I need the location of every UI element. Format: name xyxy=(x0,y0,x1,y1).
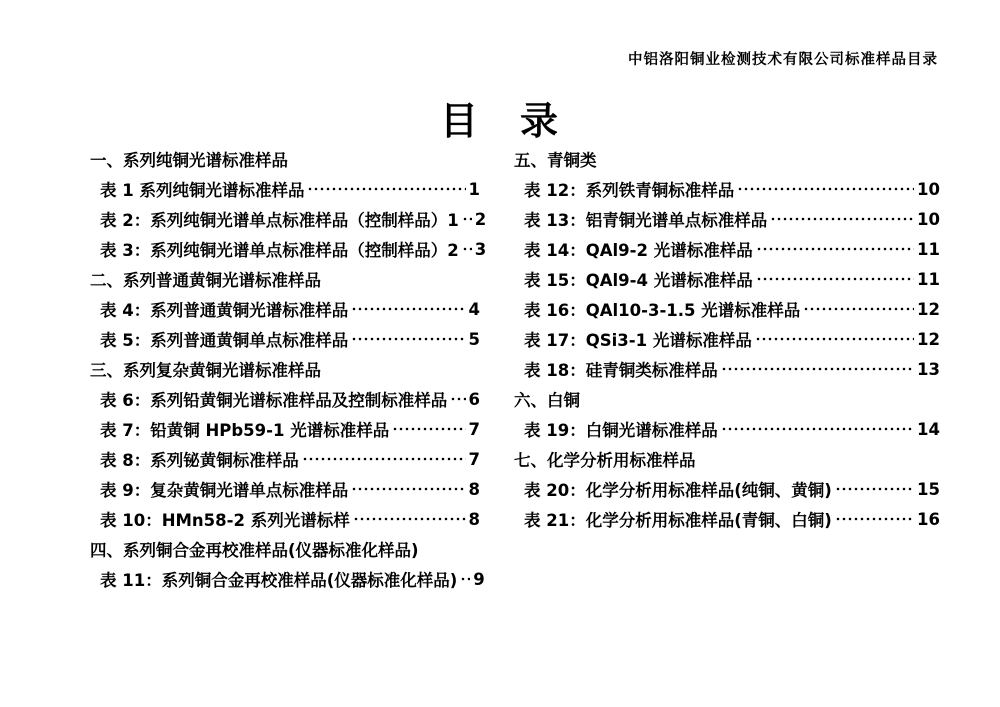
toc-entry-page: 10 xyxy=(917,179,940,199)
toc-entry-label: 表 19：白铜光谱标准样品 xyxy=(524,421,718,440)
dot-leader xyxy=(756,264,914,294)
toc-entry-label: 表 6：系列铅黄铜光谱标准样品及控制标准样品 xyxy=(100,391,448,410)
dot-leader xyxy=(450,384,465,414)
dot-leader xyxy=(462,234,472,264)
toc-entry xyxy=(512,414,940,444)
running-header: 中铝洛阳铜业检测技术有限公司标准样品目录 xyxy=(628,52,938,68)
toc-entry xyxy=(88,504,480,534)
toc-entry-label: 表 5：系列普通黄铜单点标准样品 xyxy=(100,331,349,350)
dot-leader xyxy=(755,324,914,354)
toc-entry xyxy=(88,294,480,324)
toc-entry-page: 12 xyxy=(917,329,940,349)
toc-section-heading: 一、系列纯铜光谱标准样品 xyxy=(90,151,288,170)
toc-entry xyxy=(88,444,480,474)
page-title: 目 录 xyxy=(439,99,560,143)
toc-entry-page: 7 xyxy=(468,419,480,439)
dot-leader xyxy=(835,474,914,504)
toc-entry-page: 7 xyxy=(468,449,480,469)
toc-entry-label: 表 8：系列铋黄铜标准样品 xyxy=(100,451,299,470)
dot-leader xyxy=(351,474,465,504)
toc-entry-label: 表 10：HMn58-2 系列光谱标样 xyxy=(100,511,350,530)
toc-entry-page: 16 xyxy=(917,509,940,529)
toc-entry-page: 14 xyxy=(917,419,940,439)
toc-entry-label: 表 3：系列纯铜光谱单点标准样品（控制样品）2 xyxy=(100,241,459,260)
toc-entry-page: 5 xyxy=(468,329,480,349)
dot-leader xyxy=(770,204,914,234)
toc-entry-page: 15 xyxy=(917,479,940,499)
toc-section-heading: 三、系列复杂黄铜光谱标准样品 xyxy=(90,361,321,380)
toc-entry xyxy=(88,414,480,444)
toc-entry xyxy=(512,204,940,234)
toc-section-heading: 七、化学分析用标准样品 xyxy=(514,451,696,470)
toc-entry-page: 10 xyxy=(917,209,940,229)
toc-section-heading: 五、青铜类 xyxy=(514,151,597,170)
toc-entry xyxy=(512,264,940,294)
dot-leader xyxy=(351,294,465,324)
toc-section-heading: 二、系列普通黄铜光谱标准样品 xyxy=(90,271,321,290)
toc-entry-label: 表 20：化学分析用标准样品(纯铜、黄铜) xyxy=(524,481,832,500)
toc-entry-label: 表 2：系列纯铜光谱单点标准样品（控制样品）1 xyxy=(100,211,459,230)
toc-entry xyxy=(512,474,940,504)
dot-leader xyxy=(721,414,914,444)
toc-entry-label: 表 7：铅黄铜 HPb59-1 光谱标准样品 xyxy=(100,421,390,440)
toc-entry xyxy=(88,324,480,354)
toc-entry xyxy=(512,174,940,204)
dot-leader xyxy=(803,294,914,324)
toc-entry xyxy=(512,324,940,354)
toc-entry-label: 表 18：硅青铜类标准样品 xyxy=(524,361,718,380)
dot-leader xyxy=(835,504,914,534)
toc-column-left xyxy=(88,144,487,594)
toc-entry xyxy=(88,474,480,504)
toc-entry xyxy=(512,354,940,384)
toc-entry-label: 表 15：QAl9-4 光谱标准样品 xyxy=(524,271,753,290)
toc-entry-page: 4 xyxy=(468,299,480,319)
toc-entry-label: 表 13：铝青铜光谱单点标准样品 xyxy=(524,211,768,230)
toc-entry xyxy=(88,204,487,234)
toc-section-heading: 四、系列铜合金再校准样品(仪器标准化样品) xyxy=(90,541,419,560)
toc-entry-label: 表 4：系列普通黄铜光谱标准样品 xyxy=(100,301,349,320)
toc-entry xyxy=(512,504,940,534)
toc-entry-label: 表 14：QAl9-2 光谱标准样品 xyxy=(524,241,753,260)
toc-entry-label: 表 9：复杂黄铜光谱单点标准样品 xyxy=(100,481,349,500)
dot-leader xyxy=(392,414,465,444)
dot-leader xyxy=(721,354,914,384)
toc-entry-label: 表 11：系列铜合金再校准样品(仪器标准化样品) xyxy=(100,571,458,590)
dot-leader xyxy=(302,444,466,474)
dot-leader xyxy=(462,204,472,234)
toc-entry-page: 13 xyxy=(917,359,940,379)
toc-entry xyxy=(88,234,487,264)
dot-leader xyxy=(756,234,914,264)
toc-entry-page: 2 xyxy=(474,209,487,229)
toc-entry-label: 表 1 系列纯铜光谱标准样品 xyxy=(100,181,305,200)
toc-entry xyxy=(88,384,480,414)
dot-leader xyxy=(737,174,914,204)
toc-entry xyxy=(88,174,480,204)
toc-entry-page: 8 xyxy=(468,509,480,529)
dot-leader xyxy=(351,324,465,354)
toc-entry xyxy=(88,564,485,594)
toc-entry-page: 12 xyxy=(917,299,940,319)
toc-column-right xyxy=(512,144,940,534)
toc-entry-page: 1 xyxy=(468,179,480,199)
dot-leader xyxy=(460,564,470,594)
toc-entry-label: 表 21：化学分析用标准样品(青铜、白铜) xyxy=(524,511,832,530)
toc-entry xyxy=(512,234,940,264)
toc-entry-page: 11 xyxy=(917,269,940,289)
dot-leader xyxy=(307,174,465,204)
toc-entry-page: 8 xyxy=(468,479,480,499)
toc-entry xyxy=(512,294,940,324)
toc-entry-label: 表 16：QAl10-3-1.5 光谱标准样品 xyxy=(524,301,801,320)
toc-entry-page: 3 xyxy=(474,239,487,259)
dot-leader xyxy=(353,504,466,534)
toc-entry-label: 表 17：QSi3-1 光谱标准样品 xyxy=(524,331,752,350)
toc-entry-page: 6 xyxy=(468,389,480,409)
toc-section-heading: 六、白铜 xyxy=(514,391,580,410)
toc-entry-page: 11 xyxy=(917,239,940,259)
toc-entry-label: 表 12：系列铁青铜标准样品 xyxy=(524,181,735,200)
toc-entry-page: 9 xyxy=(473,569,485,589)
